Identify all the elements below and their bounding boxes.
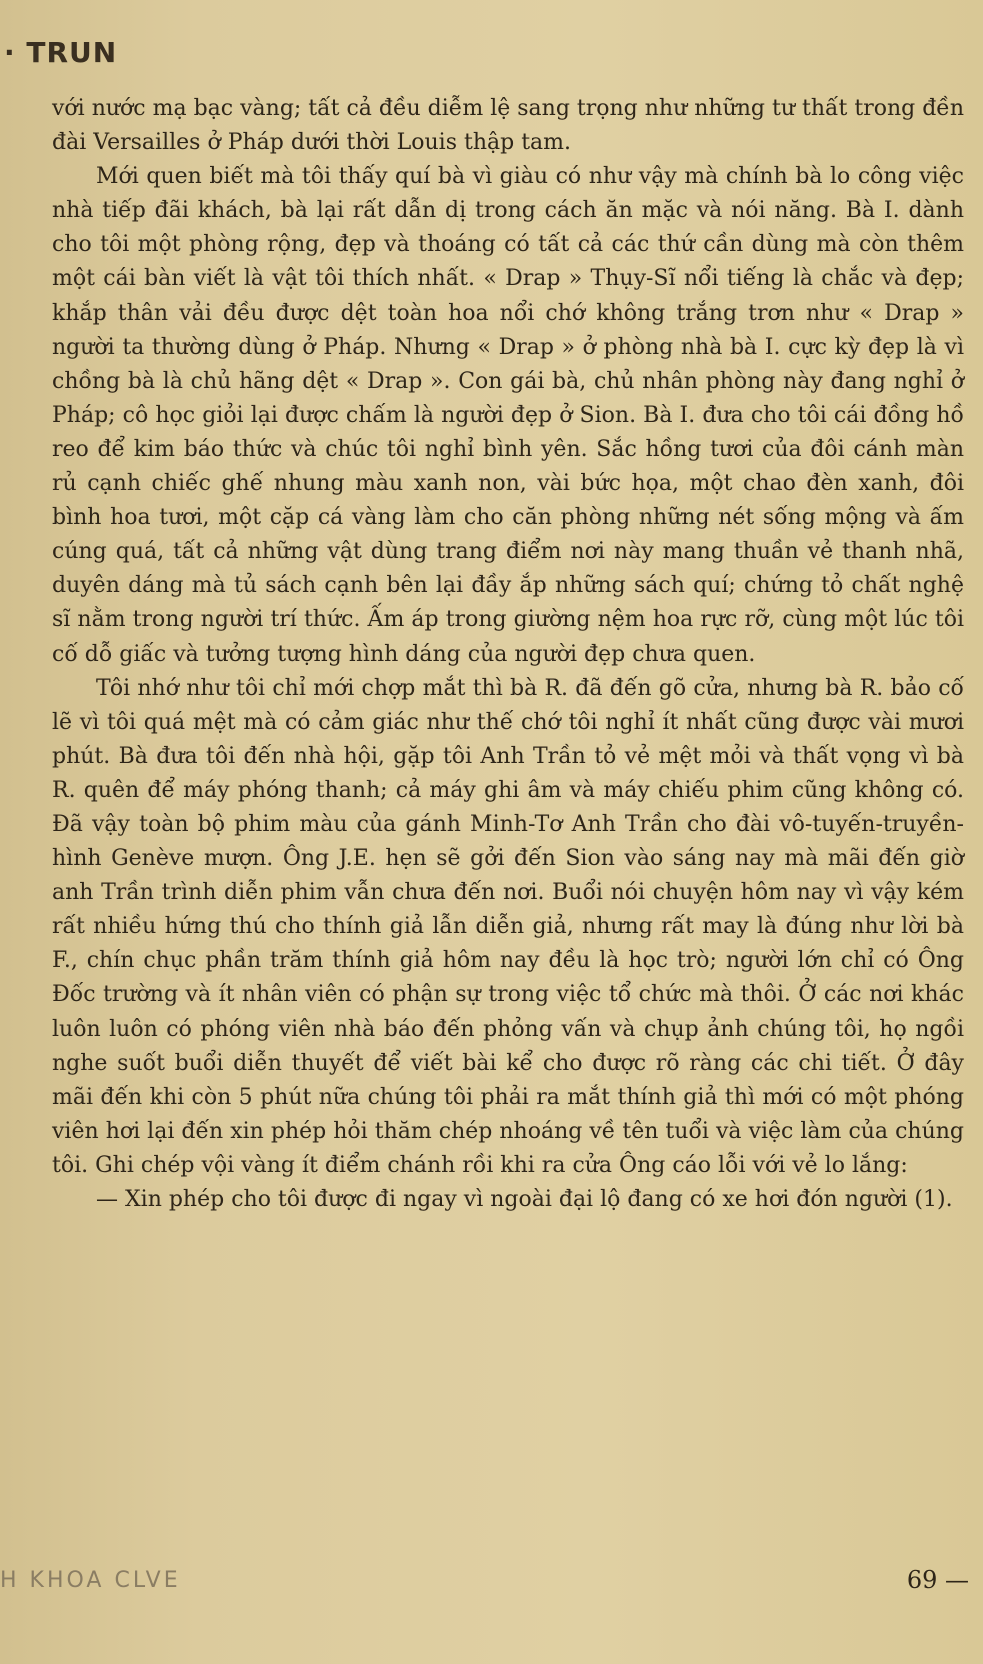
paragraph: Tôi nhớ như tôi chỉ mới chợp mắt thì bà R. đã đến gõ cửa, nhưng bà R. bảo cố lẽ vì tôi quá mệt mà có cảm giác như thế chớ tôi nghỉ ít nhất cũng được vài mươi phút. Bà đưa tôi đến nhà hội, gặp tôi Anh Trần tỏ vẻ mệt mỏi và thất vọng vì bà R. quên để máy phóng thanh; cả máy ghi âm và máy chiếu phim cũng không có. Đã vậy toàn bộ phim màu của gánh Minh-Tơ Anh Trần cho đài vô-tuyến-truyền-hình Genève mượn. Ông J.E. hẹn sẽ gởi đến Sion vào sáng nay mà mãi đến giờ anh Trần trình diễn phim vẫn chưa đến nơi. Buổi nói chuyện hôm nay vì vậy kém rất nhiều hứng thú cho thính giả lẫn diễn giả, nhưng rất may là đúng như lời bà F., chín chục phần trăm thính giả hôm nay đều là học trò; người lớn chỉ có Ông Đốc trường và ít nhân viên có phận sự trong việc tổ chức mà thôi. Ở các nơi khác luôn luôn có phóng viên nhà báo đến phỏng vấn và chụp ảnh chúng tôi, họ ngồi nghe suốt buổi diễn thuyết để viết bài kể cho được rõ ràng các chi tiết. Ở đây mãi đến khi còn 5 phút nữa chúng tôi phải ra mắt thính giả thì mới có một phóng viên hơi lại đến xin phép hỏi thăm chép nhoáng về tên tuổi và việc làm của chúng tôi. Ghi chép vội vàng ít điểm chánh rồi khi ra cửa Ông cáo lỗi với vẻ lo lắng: bbox=[52, 675, 964, 1178]
paragraph: Mới quen biết mà tôi thấy quí bà vì giàu có như vậy mà chính bà lo công việc nhà tiếp đãi khách, bà lại rất dẫn dị trong cách ăn mặc và nói năng. Bà I. dành cho tôi một phòng rộng, đẹp và thoáng có tất cả các thứ cần dùng mà còn thêm một cái bàn viết là vật tôi thích nhất. « Drap » Thụy-Sĩ nổi tiếng là chắc và đẹp; khắp thân vải đều được dệt toàn hoa nổi chớ không trắng trơn như « Drap » người ta thường dùng ở Pháp. Nhưng « Drap » ở phòng nhà bà I. cực kỳ đẹp là vì chồng bà là chủ hãng dệt « Drap ». Con gái bà, chủ nhân phòng này đang nghỉ ở Pháp; cô học giỏi lại được chấm là người đẹp ở Sion. Bà I. đưa cho tôi cái đồng hồ reo để kim báo thức và chúc tôi nghỉ bình yên. Sắc hồng tươi của đôi cánh màn rủ cạnh chiếc ghế nhung màu xanh non, vài bức họa, một chao đèn xanh, đôi bình hoa tươi, một cặp cá vàng làm cho căn phòng những nét sống mộng và ấm cúng quá, tất cả những vật dùng trang điểm nơi này mang thuần vẻ thanh nhã, duyên dáng mà tủ sách cạnh bên lại đầy ắp những sách quí; chứng tỏ chất nghệ sĩ nằm trong người trí thức. Ấm áp trong giường nệm hoa rực rỡ, cùng một lúc tôi cố dỗ giấc và tưởng tượng hình dáng của người đẹp chưa quen. bbox=[52, 164, 964, 667]
running-header: · TRUN bbox=[4, 36, 118, 69]
article-body bbox=[52, 92, 964, 1217]
page-number: 69 — bbox=[906, 1566, 969, 1594]
paragraph: — Xin phép cho tôi được đi ngay vì ngoài đại lộ đang có xe hơi đón người (1). bbox=[96, 1187, 953, 1212]
paragraph: với nước mạ bạc vàng; tất cả đều diễm lệ sang trọng như những tư thất trong đền đài Versailles ở Pháp dưới thời Louis thập tam. bbox=[52, 96, 964, 156]
footer-magazine-name: H KHOA CLVE bbox=[0, 1568, 181, 1593]
